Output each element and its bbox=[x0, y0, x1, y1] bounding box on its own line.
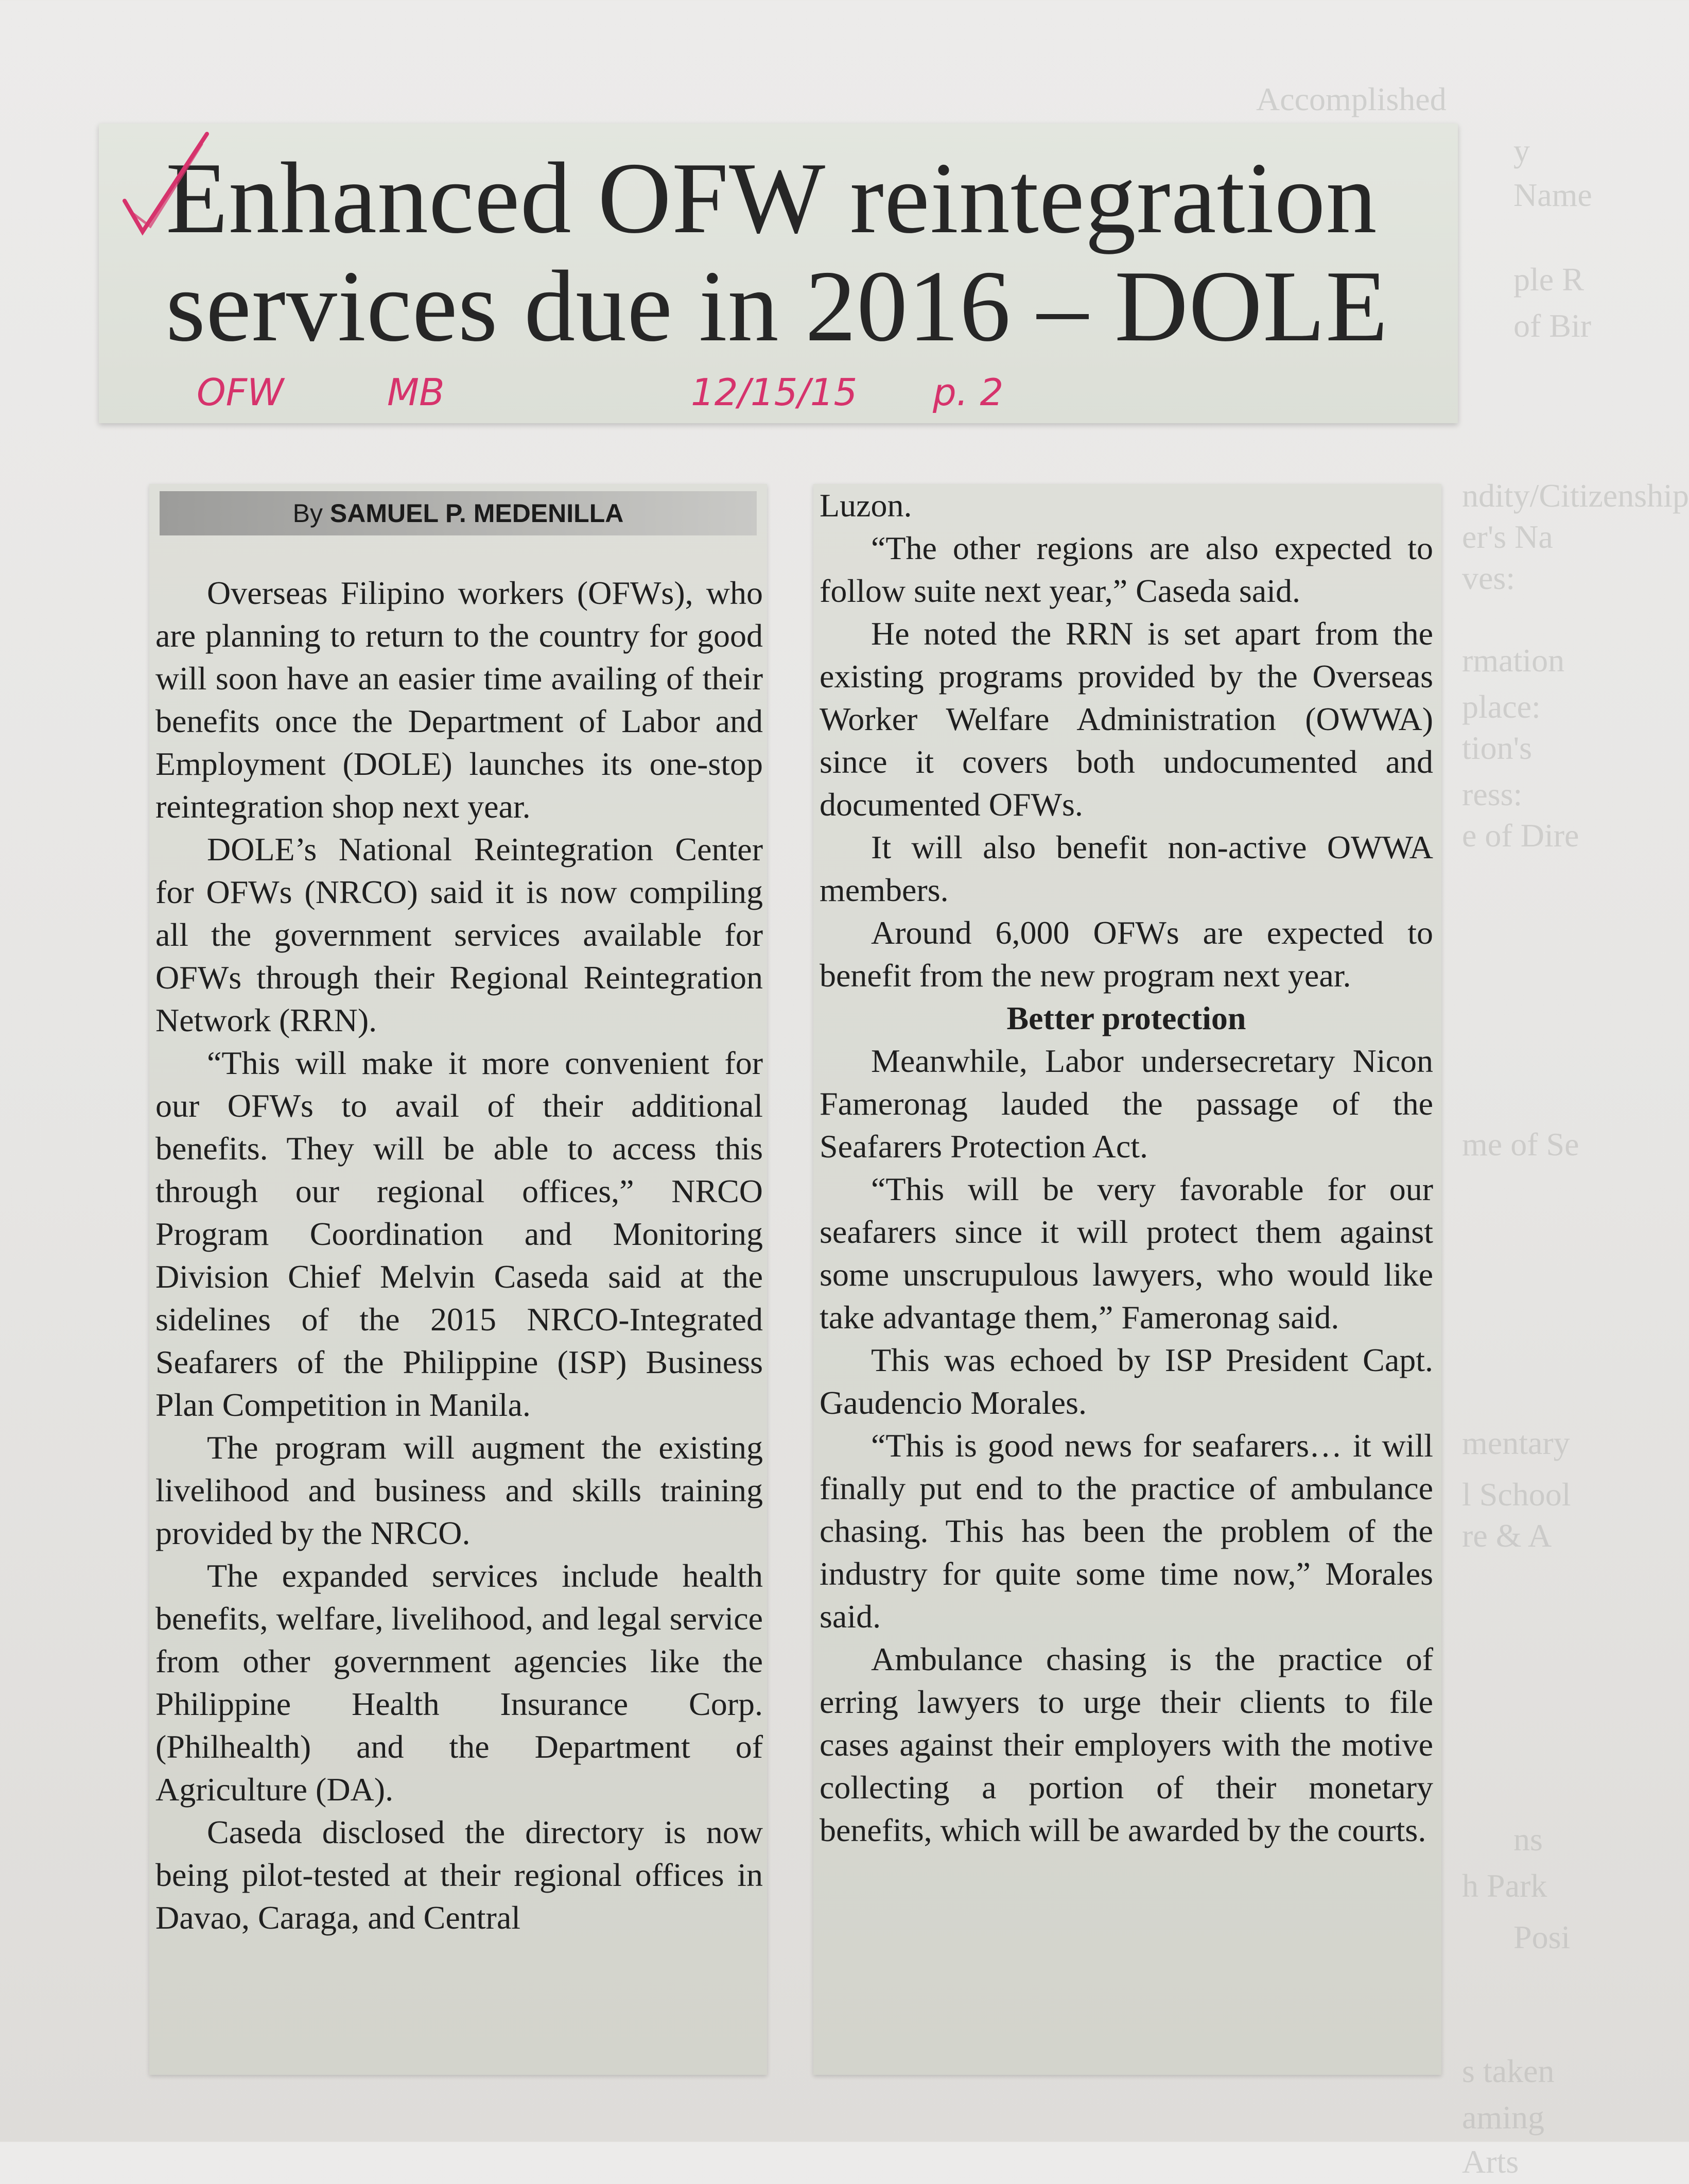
under-line: place: bbox=[1462, 688, 1541, 725]
paragraph: Caseda disclosed the directory is now being pilot-tested at their regional offices in Davao, Caraga, and Central bbox=[155, 1814, 763, 1936]
paragraph: The program will augment the existing livelihood and business and skills training provided by the NRCO. bbox=[155, 1429, 763, 1551]
paragraph: Meanwhile, Labor undersecretary Nicon Fameronag lauded the passage of the Seafarers Protection Act. bbox=[820, 1043, 1433, 1165]
check-mark-icon bbox=[119, 129, 212, 247]
annotation-category: OFW bbox=[197, 371, 284, 414]
paragraph-continuation: Luzon. bbox=[820, 487, 912, 524]
under-line: mentary bbox=[1462, 1425, 1570, 1461]
paragraph: “This is good news for seafarers… it will finally put end to the practice of ambulance chasing. This has been the problem of the industry for quite some time now,” Morales said. bbox=[820, 1427, 1433, 1635]
article-column-left bbox=[149, 484, 767, 2075]
headline-clipping bbox=[99, 124, 1458, 423]
paragraph: Around 6,000 OFWs are expected to benefit from the new program next year. bbox=[820, 914, 1433, 994]
under-line: y Name bbox=[1513, 132, 1592, 213]
annotation-date: 12/15/15 bbox=[691, 371, 858, 414]
paragraph: It will also benefit non-active OWWA members. bbox=[820, 829, 1433, 908]
under-line: Posi bbox=[1513, 1919, 1571, 1955]
subheading: Better protection bbox=[1006, 1000, 1246, 1036]
under-line: aming Arts bbox=[1462, 2099, 1544, 2180]
under-line: h Park bbox=[1462, 1867, 1547, 1904]
under-line: ress: bbox=[1462, 776, 1523, 812]
paragraph: Overseas Filipino workers (OFWs), who are planning to return to the country for good will soon have an easier time availing of their benefits once the Department of Labor and Employment (DOLE) launches its one-stop reintegration shop next year. bbox=[155, 575, 763, 825]
under-line: re & A bbox=[1462, 1517, 1552, 1554]
paragraph: He noted the RRN is set apart from the existing programs provided by the Overseas Worker Welfare Administration (OWWA) since it covers both undocumented and documented OFWs. bbox=[820, 615, 1433, 823]
under-line: of Bir bbox=[1513, 307, 1592, 344]
byline-prefix: By bbox=[292, 499, 323, 528]
under-line: er's Na bbox=[1462, 518, 1553, 555]
under-line: tion's bbox=[1462, 730, 1532, 766]
under-line: Accomplished bbox=[1256, 81, 1447, 117]
under-line: rmation bbox=[1462, 642, 1565, 679]
under-line: ndity/Citizenship bbox=[1462, 477, 1689, 514]
annotation-page: p. 2 bbox=[933, 371, 1004, 414]
headline-line-1: Enhanced OFW reintegration bbox=[166, 142, 1378, 254]
paragraph: “This will make it more convenient for our OFWs to avail of their additional benefits. They will be able to access this through our regional offices,” NRCO Program Coordination and Monitoring Division Chief Melvin Caseda said at the sidelines of the 2015 NRCO-Integrated Seafarers of the Philippine (ISP) Business Plan Competition in Manila. bbox=[155, 1045, 763, 1423]
annotation-source: MB bbox=[387, 371, 445, 414]
paragraph: DOLE’s National Reintegration Center for OFWs (NRCO) said it is now compiling all the government services available for OFWs through their Regional Reintegration Network (RRN). bbox=[155, 831, 763, 1038]
paragraph: The expanded services include health benefits, welfare, livelihood, and legal service from other government agencies like the Philippine Health Insurance Corp. (Philhealth) and the Department of Agriculture (DA). bbox=[155, 1557, 763, 1808]
under-line: s taken bbox=[1462, 2053, 1555, 2089]
byline-author: SAMUEL P. MEDENILLA bbox=[329, 499, 624, 528]
paragraph: Ambulance chasing is the practice of erring lawyers to urge their clients to file cases against their employers with the motive collecting a portion of their monetary benefits, which will be awarded by the courts. bbox=[820, 1641, 1433, 1848]
paragraph: “The other regions are also expected to follow suite next year,” Caseda said. bbox=[820, 530, 1433, 609]
under-line: ns bbox=[1513, 1821, 1543, 1858]
handwritten-annotations bbox=[99, 124, 1458, 423]
headline-line-2: services due in 2016 – DOLE bbox=[166, 250, 1388, 362]
under-line: me of Se bbox=[1462, 1126, 1579, 1163]
paragraph: This was echoed by ISP President Capt. Gaudencio Morales. bbox=[820, 1342, 1433, 1421]
paragraph: “This will be very favorable for our seafarers since it will protect them against some unscrupulous lawyers, who would like take advantage them,” Fameronag said. bbox=[820, 1171, 1433, 1336]
under-line: ves: bbox=[1462, 560, 1516, 596]
under-line: l School bbox=[1462, 1476, 1571, 1513]
under-line: ple R bbox=[1513, 261, 1584, 298]
byline bbox=[160, 491, 757, 535]
under-line: e of Dire bbox=[1462, 817, 1579, 854]
article-column-right bbox=[813, 484, 1441, 2075]
